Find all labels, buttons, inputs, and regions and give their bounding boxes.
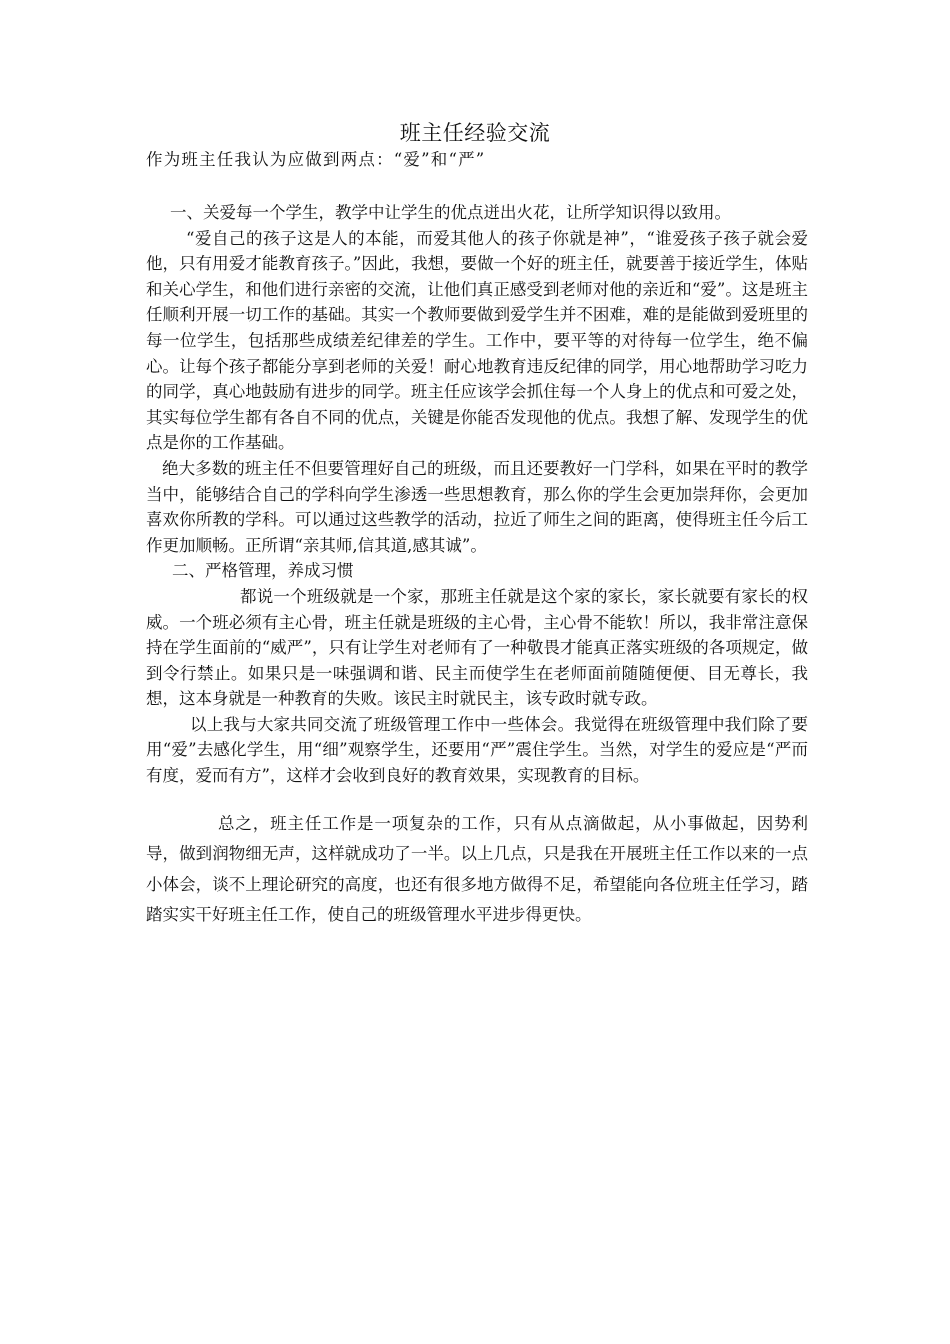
paragraph-authority: 都说一个班级就是一个家，那班主任就是这个家的家长，家长就要有家长的权威。一个班必须有主心骨，班主任就是班级的主心骨，主心骨不能软！所以，我非常注意保持在学生面前的“威严”，只有让学生对老师有了一种敬畏才能真正落实班级的各项规定，做到令行禁止。如果只是一味强调和谐、民主而使学生在老师面前随随便便、目无尊长，我想，这本身就是一种教育的失败。该民主时就民主，该专政时就专政。 (146, 586, 808, 709)
section-heading-love: 一、关爱每一个学生，教学中让学生的优点迸出火花，让所学知识得以致用。 (170, 203, 731, 222)
paragraph-conclusion: 总之，班主任工作是一项复杂的工作，只有从点滴做起，从小事做起，因势利导，做到润物细无声，这样就成功了一半。以上几点，只是我在开展班主任工作以来的一点小体会，谈不上理论研究的高度，也还有很多地方做得不足，希望能向各位班主任学习，踏踏实实干好班主任工作，使自己的班级管理水平进步得更快。 (146, 813, 808, 925)
document-body (146, 200, 808, 931)
paragraph-love-students: “爱自己的孩子这是人的本能，而爱其他人的孩子你就是神”，“谁爱孩子孩子就会爱他，只有用爱才能教育孩子。”因此，我想，要做一个好的班主任，就要善于接近学生，体贴和关心学生，和他们进行亲密的交流，让他们真正感受到老师对他的亲近和“爱”。这是班主任顺利开展一切工作的基础。其实一个教师要做到爱学生并不困难，难的是能做到爱班里的每一位学生，包括那些成绩差纪律差的学生。工作中，要平等的对待每一位学生，绝不偏心。让每个孩子都能分享到老师的关爱！耐心地教育违反纪律的同学，用心地帮助学习吃力的同学，真心地鼓励有进步的同学。班主任应该学会抓住每一个人身上的优点和可爱之处，其实每位学生都有各自不同的优点，关键是你能否发现他的优点。我想了解、发现学生的优点是你的工作基础。 (146, 228, 808, 453)
section-heading-strict: 二、严格管理，养成习惯 (172, 561, 354, 581)
paragraph-summary: 以上我与大家共同交流了班级管理工作中一些体会。我觉得在班级管理中我们除了要用“爱”去感化学生，用“细”观察学生，还要用“严”震住学生。当然，对学生的爱应是“严而有度，爱而有方”，这样才会收到良好的教育效果，实现教育的目标。 (146, 714, 808, 786)
paragraph-teaching-subject: 绝大多数的班主任不但要管理好自己的班级，而且还要教好一门学科，如果在平时的教学当中，能够结合自己的学科向学生渗透一些思想教育，那么你的学生会更加崇拜你，会更加喜欢你所教的学科。可以通过这些教学的活动，拉近了师生之间的距离，使得班主任今后工作更加顺畅。正所谓“亲其师,信其道,感其诚”。 (146, 458, 808, 555)
document-subtitle: 作为班主任我认为应做到两点：“爱”和“严” (146, 150, 486, 169)
document-title: 班主任经验交流 (399, 121, 551, 145)
